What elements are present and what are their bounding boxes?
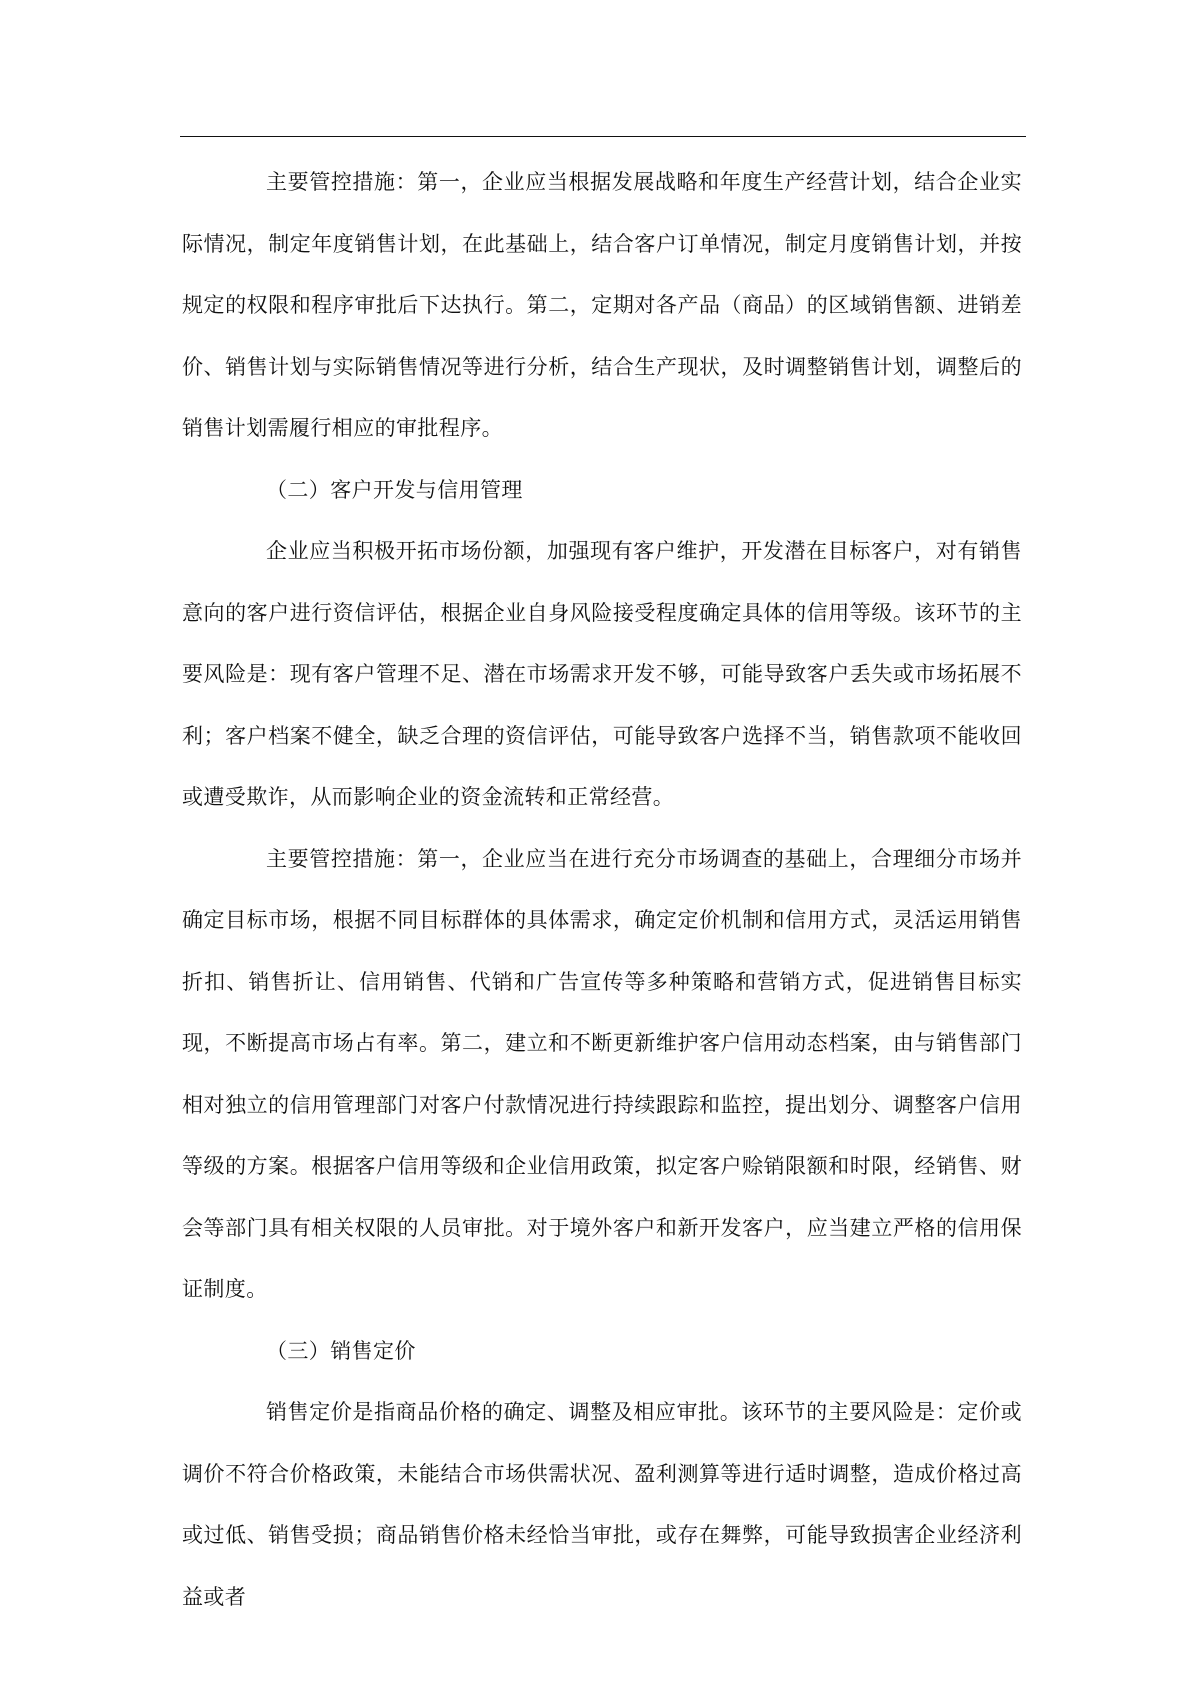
document-body: [182, 152, 1022, 1628]
paragraph-sales-pricing-risks: 销售定价是指商品价格的确定、调整及相应审批。该环节的主要风险是：定价或调价不符合价格政策，未能结合市场供需状况、盈利测算等进行适时调整，造成价格过高或过低、销售受损；商品销售价格未经恰当审批，或存在舞弊，可能导致损害企业经济利益或者: [182, 1400, 1022, 1609]
section-heading-sales-pricing: （三）销售定价: [266, 1338, 416, 1363]
paragraph-sales-plan-controls: 主要管控措施：第一，企业应当根据发展战略和年度生产经营计划，结合企业实际情况，制定年度销售计划，在此基础上，结合客户订单情况，制定月度销售计划，并按规定的权限和程序审批后下达执行。第二，定期对各产品（商品）的区域销售额、进销差价、销售计划与实际销售情况等进行分析，结合生产现状，及时调整销售计划，调整后的销售计划需履行相应的审批程序。: [182, 170, 1022, 440]
header-rule: [180, 136, 1026, 137]
paragraph-customer-credit-risks: 企业应当积极开拓市场份额，加强现有客户维护，开发潜在目标客户，对有销售意向的客户进行资信评估，根据企业自身风险接受程度确定具体的信用等级。该环节的主要风险是：现有客户管理不足、潜在市场需求开发不够，可能导致客户丢失或市场拓展不利；客户档案不健全，缺乏合理的资信评估，可能导致客户选择不当，销售款项不能收回或遭受欺诈，从而影响企业的资金流转和正常经营。: [182, 539, 1022, 809]
section-heading-customer-credit: （二）客户开发与信用管理: [266, 477, 523, 502]
paragraph-customer-credit-controls: 主要管控措施：第一，企业应当在进行充分市场调查的基础上，合理细分市场并确定目标市场，根据不同目标群体的具体需求，确定定价机制和信用方式，灵活运用销售折扣、销售折让、信用销售、代销和广告宣传等多种策略和营销方式，促进销售目标实现，不断提高市场占有率。第二，建立和不断更新维护客户信用动态档案，由与销售部门相对独立的信用管理部门对客户付款情况进行持续跟踪和监控，提出划分、调整客户信用等级的方案。根据客户信用等级和企业信用政策，拟定客户赊销限额和时限，经销售、财会等部门具有相关权限的人员审批。对于境外客户和新开发客户，应当建立严格的信用保证制度。: [182, 846, 1022, 1301]
